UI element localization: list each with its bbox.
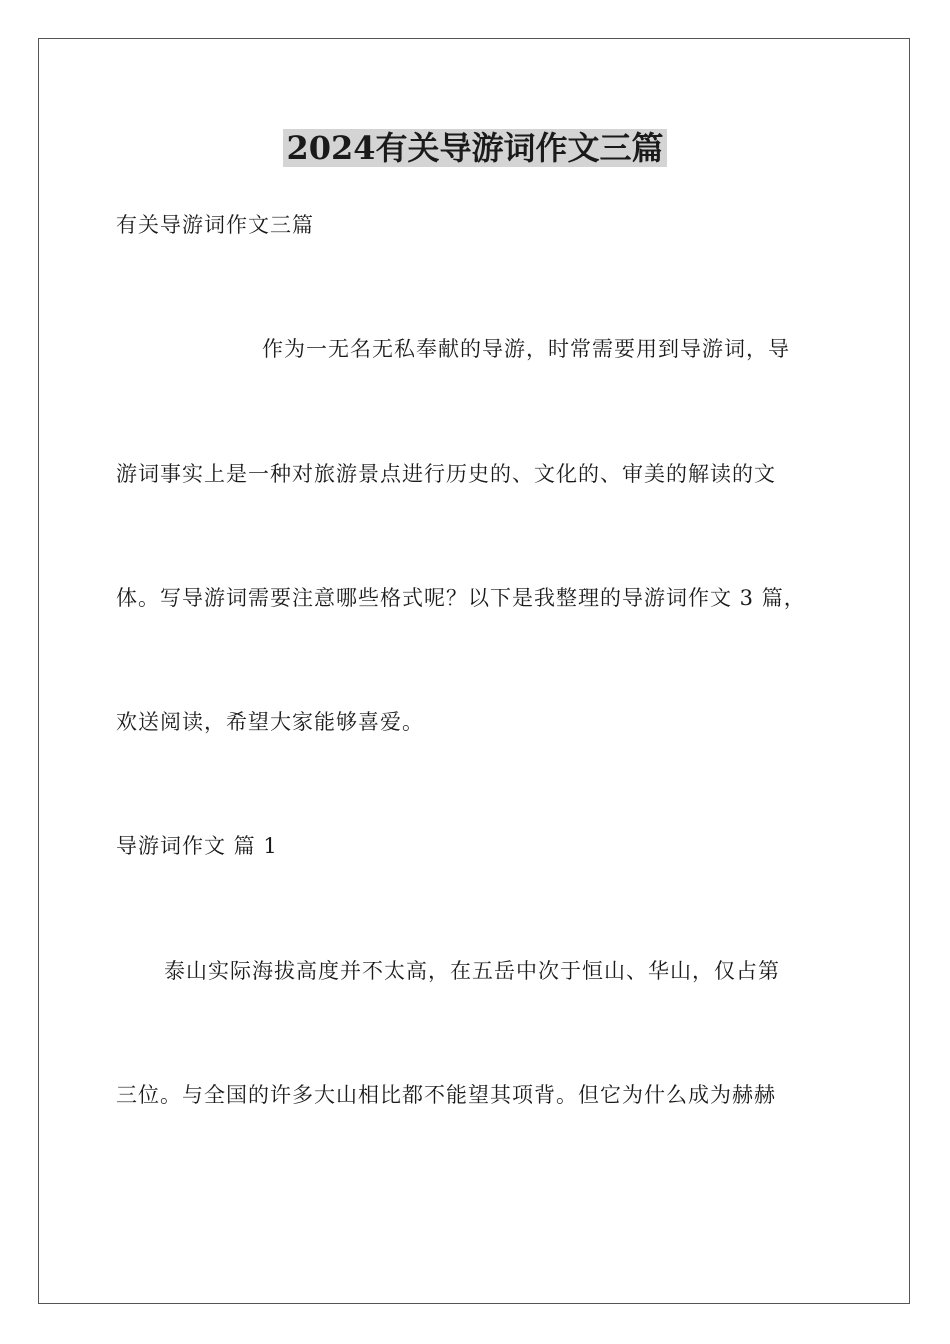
document-title-text: 2024有关导游词作文三篇 xyxy=(283,129,666,167)
document-subtitle: 有关导游词作文三篇 xyxy=(116,213,314,237)
document-title xyxy=(0,128,950,168)
intro-line-1: 作为一无名无私奉献的导游，时常需要用到导游词，导 xyxy=(262,337,790,361)
intro-line-3: 体。写导游词需要注意哪些格式呢？以下是我整理的导游词作文 3 篇， xyxy=(116,586,806,610)
intro-line-2: 游词事实上是一种对旅游景点进行历史的、文化的、审美的解读的文 xyxy=(116,462,776,486)
section-heading: 导游词作文 篇 1 xyxy=(116,834,278,858)
body-line-1: 泰山实际海拔高度并不太高，在五岳中次于恒山、华山，仅占第 xyxy=(164,959,780,983)
intro-line-4: 欢送阅读，希望大家能够喜爱。 xyxy=(116,710,424,734)
body-line-2: 三位。与全国的许多大山相比都不能望其项背。但它为什么成为赫赫 xyxy=(116,1083,776,1107)
